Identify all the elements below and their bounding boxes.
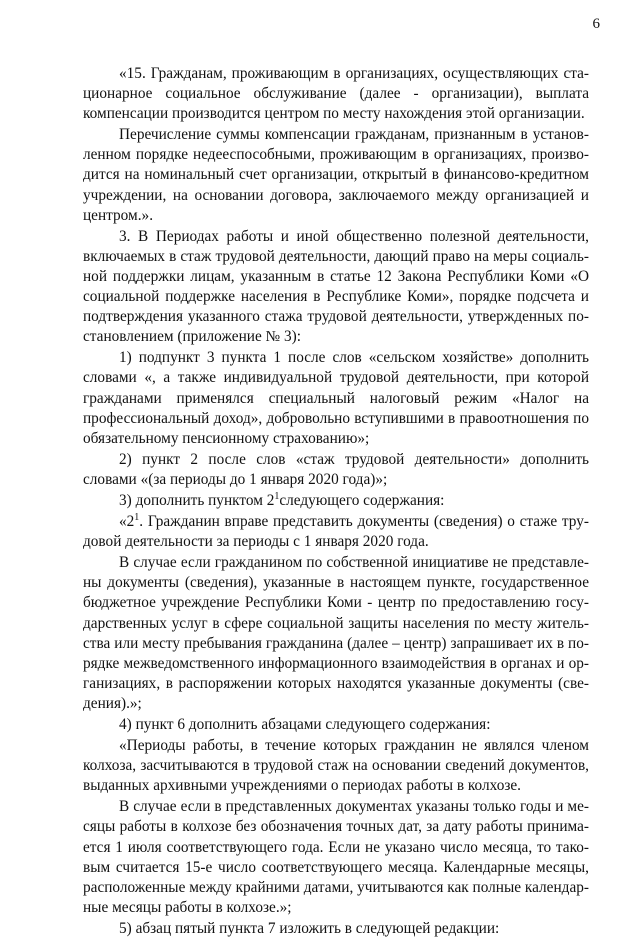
superscript: 1 [134,511,140,523]
paragraph: 3. В Периодах работы и иной общественно полезной деятельности, включаемых в стаж трудовой деятельности, дающий право на меры социальной поддержки лицам, указанным в статье 12 Закона Республики Коми «О социальной поддержке населения в Республике Коми», порядке подсчета и подтверждения указанного стажа трудовой деятельности, утвержденных постановлением (приложение № 3): [83,227,589,346]
page-number: 6 [592,16,600,32]
document-body [83,64,589,939]
text-run: 3) дополнить пунктом 2 [119,491,275,509]
paragraph: В случае если в представленных документах указаны только годы и месяцы работы в колхозе без обозначения точных дат, за дату работы принимается 1 июля соответствующего года. Если не указано число месяца, то таковым считается 15-е число соответствующего месяца. Календарные месяцы, расположенные между крайними датами, учитываются как полные календарные месяцы работы в колхозе.»; [83,798,589,916]
paragraph: Перечисление суммы компенсации гражданам, признанным в установленном порядке недееспособными, проживающим в организациях, производится на номинальный счет организации, открытый в финансово-кредитном учреждении, на основании договора, заключаемого между организацией и центром.». [83,126,589,224]
paragraph: 4) пункт 6 дополнить абзацами следующего содержания: [119,716,491,733]
paragraph: «Периоды работы, в течение которых гражданин не являлся членом колхоза, засчитываются в трудовой стаж на основании сведений документов, выданных архивными учреждениями о периодах работы в колхозе. [83,737,589,795]
text-run: «2 [119,513,135,531]
text-run: . Гражданин вправе представить документы (сведения) о стаже трудовой деятельности за периоды с 1 января 2020 года. [83,513,589,551]
paragraph [83,512,589,552]
superscript: 1 [274,490,280,502]
paragraph [83,491,589,511]
paragraph: 2) пункт 2 после слов «стаж трудовой деятельности» дополнить словами «(за периоды до 1 января 2020 года)»; [83,450,589,488]
paragraph: 5) абзац пятый пункта 7 изложить в следующей редакции: [119,919,500,937]
paragraph: 1) подпункт 3 пункта 1 после слов «сельском хозяйстве» дополнить словами «, а также индивидуальной трудовой деятельности, при которой гражданами применялся специальный налоговый режим «Налог на профессиональный доход», добровольно вступившими в правоотношения по обязательному пенсионному страхованию»; [83,349,589,447]
paragraph: «15. Гражданам, проживающим в организациях, осуществляющих стационарное социальное обслуживание (далее - организации), выплата компенсации производится центром по месту нахождения этой организации. [83,65,589,123]
text-run: следующего содержания: [279,491,445,509]
paragraph: В случае если гражданином по собственной инициативе не представлены документы (сведения), указанные в настоящем пункте, государственное бюджетное учреждение Республики Коми - центр по предоставлению государственных услуг в сфере социальной защиты населения по месту жительства или месту пребывания гражданина (далее – центр) запрашивает их в порядке межведомственного информационного взаимодействия в органах и организациях, в распоряжении которых находятся указанные документы (сведения).»; [83,554,589,712]
